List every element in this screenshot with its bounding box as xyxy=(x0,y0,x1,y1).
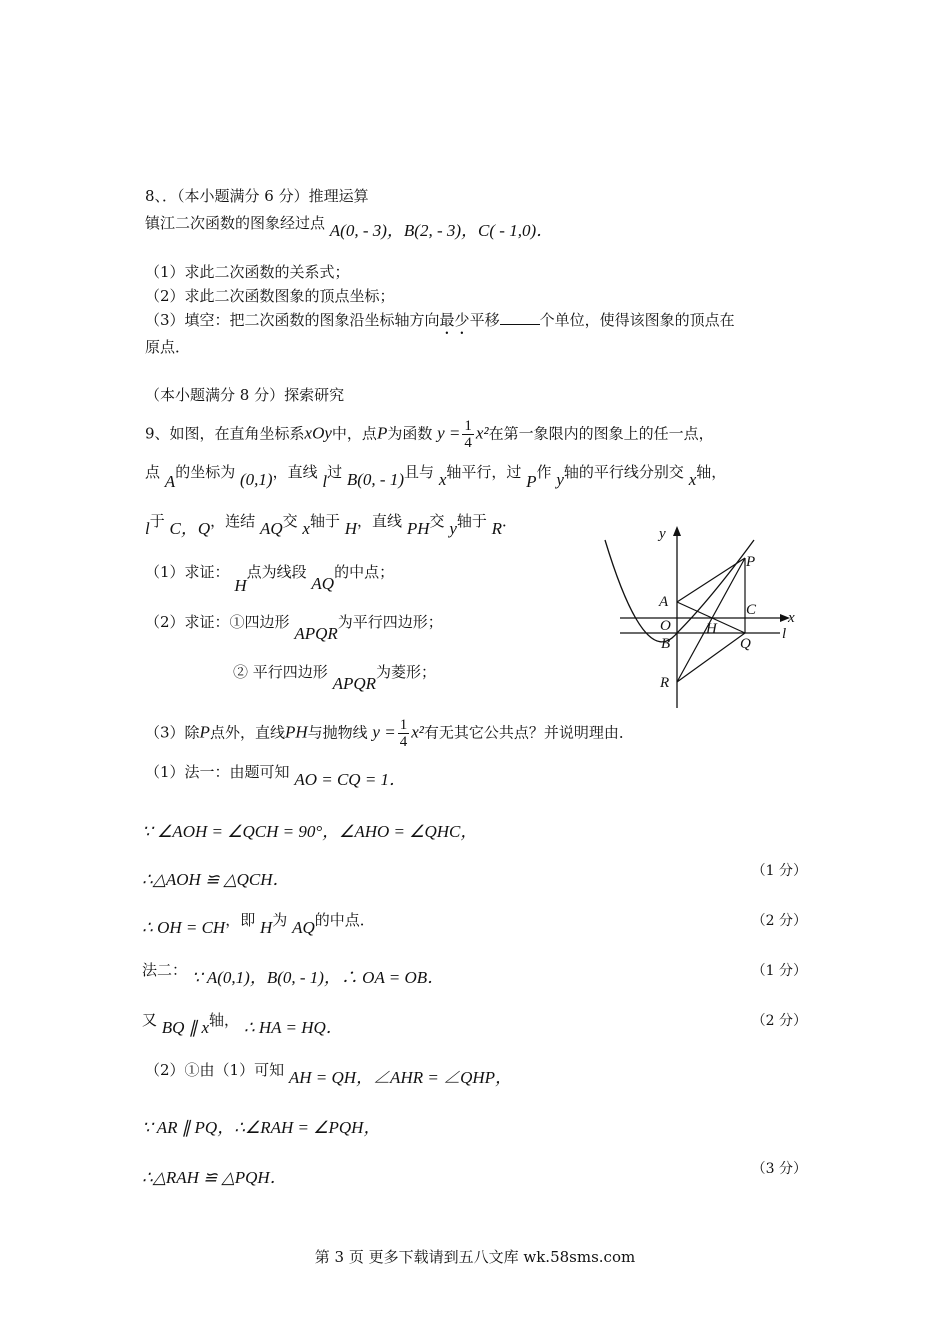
label-Q: Q xyxy=(740,636,751,652)
score-2: （2 分） xyxy=(751,913,807,929)
q9-sub3: （3）除P点外，直线PH与抛物线 y = $\frac{1}{4}$ x²有无其它公共点？并说明理由． xyxy=(145,717,634,750)
q8-stem-text: 镇江二次函数的图象经过点 xyxy=(145,214,326,232)
page-footer: 第 3 页 更多下载请到五八文库 wk.58sms.com xyxy=(314,1248,636,1266)
q9-line1: 9、如图，在直角坐标系xOy中，点P为函数 y = $\frac{1}{4}$ x²在第一象限内的图象上的任一点， xyxy=(145,418,714,451)
sol-line3: ∴△AOH ≌ △QCH． xyxy=(142,870,290,889)
score-1: （1 分） xyxy=(751,863,807,879)
q8-points: A(0, - 3)，B(2, - 3)，C( - 1,0)． xyxy=(329,221,554,240)
label-A: A xyxy=(659,594,669,610)
label-H: H xyxy=(706,621,717,637)
q9-line3: l于 C，Q，连结 AQ交 x轴于 H，直线 PH交 y轴于 R． xyxy=(145,512,518,538)
sol-line2: ∵ ∠AOH = ∠QCH = 90°，∠AHO = ∠QHC， xyxy=(142,822,478,841)
q8-part3: （3）填空：把二次函数的图象沿坐标轴方向最少平移 个单位，使得该图象的顶点在 xyxy=(145,311,735,329)
label-R: R xyxy=(660,675,670,691)
q8-header: 8、．（本小题满分 6 分）推理运算 xyxy=(145,187,369,205)
score-5: （3 分） xyxy=(751,1161,807,1177)
fraction: $\frac{1}{4}$ xyxy=(464,418,472,451)
segment-RQ xyxy=(677,633,745,682)
q9-header: （本小题满分 8 分）探索研究 xyxy=(145,386,345,404)
q8-part3-cont: 原点． xyxy=(145,338,191,356)
parabola-figure xyxy=(600,522,810,712)
q8-part1: （1）求此二次函数的关系式； xyxy=(145,263,350,281)
q9-sub2b: ② 平行四边形 APQR为菱形； xyxy=(233,663,437,693)
segment-PR xyxy=(677,558,745,682)
label-P: P xyxy=(746,554,756,570)
sol-line7: （2）①由（1）可知 AH = QH，∠AHR = ∠QHP， xyxy=(145,1061,513,1087)
q8-part2: （2）求此二次函数图象的顶点坐标； xyxy=(145,287,395,305)
sol-line4: ∴ OH = CH，即 H为 AQ的中点． xyxy=(142,911,375,937)
sol-line6: 又 BQ ∥ x轴， ∴ HA = HQ． xyxy=(142,1011,343,1037)
label-y: y xyxy=(659,526,666,542)
fraction: $\frac{1}{4}$ xyxy=(399,717,408,750)
y-axis-arrow xyxy=(673,526,681,536)
label-B: B xyxy=(661,636,671,652)
sol-line5: 法二： ∵ A(0,1)，B(0, - 1)，∴ OA = OB． xyxy=(142,961,445,987)
label-O: O xyxy=(660,618,671,634)
label-C: C xyxy=(746,602,757,618)
q8-stem xyxy=(145,213,554,240)
sol-line1: （1）法一：由题可知 AO = CQ = 1． xyxy=(145,763,407,789)
emphasis-text: 最少 xyxy=(439,311,470,329)
score-3: （1 分） xyxy=(751,963,807,979)
q9-sub1: （1）求证： H点为线段 AQ的中点； xyxy=(145,563,395,595)
q9-sub2: （2）求证：①四边形 APQR为平行四边形； xyxy=(145,613,443,643)
sol-line8: ∵ AR ∥ PQ，∴∠RAH = ∠PQH， xyxy=(142,1118,381,1137)
score-4: （2 分） xyxy=(751,1013,807,1029)
q9-line2: 点 A的坐标为 (0,1)，直线 l过 B(0, - 1)且与 x轴平行，过 P作 y轴的平行线分别交 x轴， xyxy=(145,463,727,491)
label-x: x xyxy=(788,610,795,626)
label-l: l xyxy=(782,626,787,642)
sol-line9: ∴△RAH ≌ △PQH． xyxy=(142,1168,287,1187)
answer-blank xyxy=(500,310,540,325)
